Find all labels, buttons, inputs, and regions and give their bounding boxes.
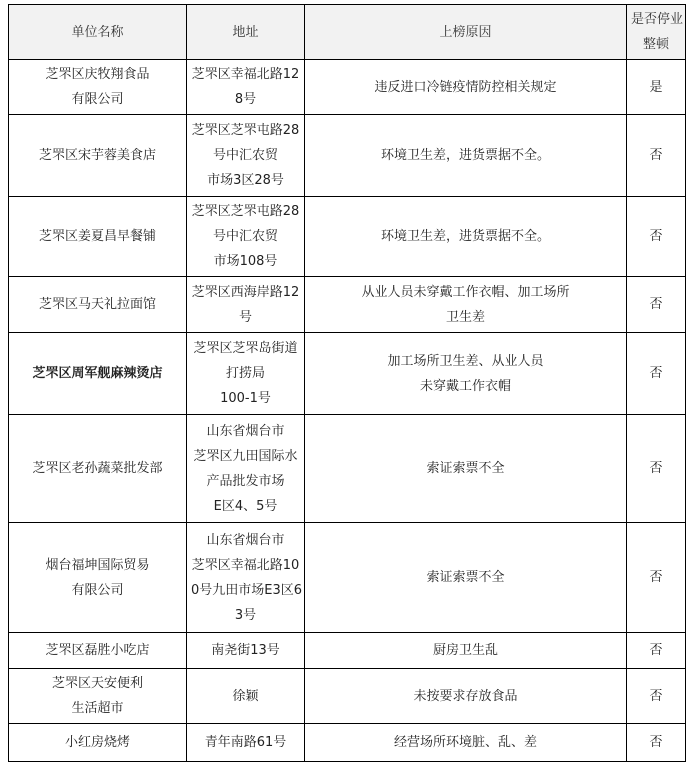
cell-text-line: 地址 bbox=[232, 24, 259, 40]
cell-text-line: 芝罘区姜夏昌早餐铺 bbox=[38, 229, 156, 244]
cell-text-line: 索证索票不全 bbox=[426, 570, 505, 585]
cell-text-line: 市场108号 bbox=[213, 254, 278, 269]
cell-unit-name bbox=[9, 277, 187, 333]
cell-address bbox=[187, 277, 305, 333]
cell-closed: 否 bbox=[627, 669, 686, 724]
cell-text-line: 芝罘区芝罘屯路28 bbox=[191, 123, 300, 138]
cell-text-line: 100-1号 bbox=[220, 391, 271, 406]
cell-reason bbox=[305, 197, 627, 277]
cell-unit-name bbox=[9, 197, 187, 277]
table-row bbox=[9, 415, 686, 523]
cell-closed: 是 bbox=[627, 60, 686, 115]
table-row bbox=[9, 523, 686, 633]
cell-closed: 否 bbox=[627, 633, 686, 669]
header-closed bbox=[627, 5, 686, 60]
header-reason bbox=[305, 5, 627, 60]
cell-address bbox=[187, 633, 305, 669]
table-row bbox=[9, 115, 686, 197]
cell-text-line: 芝罘区宋芋蓉美食店 bbox=[38, 148, 156, 163]
cell-text-line: 市场3区28号 bbox=[207, 173, 284, 188]
cell-text-line: 是否停业 bbox=[631, 12, 684, 27]
cell-unit-name bbox=[9, 60, 187, 115]
cell-reason bbox=[305, 333, 627, 415]
cell-text-line: 芝罘区九田国际水 bbox=[193, 448, 298, 464]
cell-text-line: 山东省烟台市 bbox=[206, 532, 285, 548]
cell-text-line: 小红房烧烤 bbox=[64, 735, 130, 750]
cell-text-line: 打捞局 bbox=[225, 366, 265, 381]
table-body bbox=[9, 60, 686, 762]
cell-text-line: 芝罘区老孙蔬菜批发部 bbox=[32, 461, 163, 476]
cell-text-line: 索证索票不全 bbox=[426, 461, 505, 476]
table-header-row bbox=[9, 5, 686, 60]
cell-text-line: 整顿 bbox=[642, 37, 669, 52]
cell-closed: 否 bbox=[627, 724, 686, 762]
cell-text-line: 南尧街13号 bbox=[211, 643, 280, 658]
cell-text-line: 芝罘区西海岸路12 bbox=[191, 284, 300, 300]
cell-address bbox=[187, 415, 305, 523]
cell-text-line: 经营场所环境脏、乱、差 bbox=[393, 735, 537, 750]
cell-text-line: 生活超市 bbox=[71, 701, 124, 716]
cell-text-line: 厨房卫生乱 bbox=[432, 643, 498, 658]
cell-text-line: 未穿戴工作衣帽 bbox=[419, 378, 511, 394]
cell-text-line: 芝罘区庆牧翔食品 bbox=[45, 67, 150, 82]
cell-text-line: 芝罘区芝罘岛街道 bbox=[193, 341, 298, 356]
cell-text-line: 违反进口冷链疫情防控相关规定 bbox=[374, 79, 557, 95]
cell-text-line: 3号 bbox=[234, 607, 257, 623]
cell-text-line: 0号九田市场E3区6 bbox=[191, 582, 303, 598]
cell-text-line: 产品批发市场 bbox=[206, 473, 285, 489]
cell-text-line: 有限公司 bbox=[71, 582, 124, 598]
cell-reason bbox=[305, 523, 627, 633]
cell-text-line: 芝罘区马天礼拉面馆 bbox=[38, 297, 156, 312]
cell-text-line: 芝罘区芝罘屯路28 bbox=[191, 204, 300, 219]
cell-closed: 否 bbox=[627, 333, 686, 415]
cell-text-line: 卫生差 bbox=[445, 309, 485, 325]
table-row bbox=[9, 333, 686, 415]
inspection-table bbox=[8, 4, 686, 762]
table-row bbox=[9, 197, 686, 277]
cell-address bbox=[187, 333, 305, 415]
cell-reason bbox=[305, 633, 627, 669]
cell-text-line: 山东省烟台市 bbox=[206, 423, 285, 439]
cell-text-line: 号中汇农贸 bbox=[212, 229, 278, 244]
cell-closed: 否 bbox=[627, 415, 686, 523]
cell-reason bbox=[305, 724, 627, 762]
cell-address bbox=[187, 197, 305, 277]
cell-text-line: 芝罘区磊胜小吃店 bbox=[45, 643, 150, 658]
cell-reason bbox=[305, 415, 627, 523]
cell-address bbox=[187, 724, 305, 762]
cell-unit-name bbox=[9, 415, 187, 523]
cell-reason bbox=[305, 277, 627, 333]
cell-text-line: 环境卫生差，进货票据不全。 bbox=[380, 229, 550, 244]
table-row bbox=[9, 60, 686, 115]
cell-text-line: 有限公司 bbox=[71, 92, 124, 107]
cell-address bbox=[187, 523, 305, 633]
cell-text-line: 青年南路61号 bbox=[204, 735, 287, 750]
cell-unit-name bbox=[9, 333, 187, 415]
table-row bbox=[9, 633, 686, 669]
cell-text-line: 单位名称 bbox=[71, 24, 124, 40]
cell-text-line: 烟台福坤国际贸易 bbox=[45, 557, 150, 573]
cell-address bbox=[187, 669, 305, 724]
cell-closed: 否 bbox=[627, 523, 686, 633]
cell-unit-name bbox=[9, 724, 187, 762]
cell-text-line: 芝罘区天安便利 bbox=[51, 676, 143, 691]
cell-text-line: E区4、5号 bbox=[213, 498, 278, 514]
cell-text-line: 芝罘区周军舰麻辣烫店 bbox=[32, 366, 163, 381]
cell-closed: 否 bbox=[627, 197, 686, 277]
cell-unit-name bbox=[9, 523, 187, 633]
cell-reason bbox=[305, 115, 627, 197]
cell-unit-name bbox=[9, 669, 187, 724]
table-row bbox=[9, 669, 686, 724]
table-row bbox=[9, 277, 686, 333]
cell-reason bbox=[305, 60, 627, 115]
cell-unit-name bbox=[9, 633, 187, 669]
cell-closed: 否 bbox=[627, 277, 686, 333]
cell-closed: 否 bbox=[627, 115, 686, 197]
cell-address bbox=[187, 60, 305, 115]
cell-unit-name bbox=[9, 115, 187, 197]
cell-text-line: 号中汇农贸 bbox=[212, 148, 278, 163]
cell-text-line: 从业人员未穿戴工作衣帽、加工场所 bbox=[361, 284, 570, 300]
cell-text-line: 徐颖 bbox=[232, 688, 259, 704]
cell-reason bbox=[305, 669, 627, 724]
cell-text-line: 环境卫生差，进货票据不全。 bbox=[380, 148, 550, 163]
cell-text-line: 芝罘区幸福北路12 bbox=[191, 67, 300, 82]
cell-address bbox=[187, 115, 305, 197]
table-row bbox=[9, 724, 686, 762]
cell-text-line: 上榜原因 bbox=[439, 24, 492, 40]
cell-text-line: 号 bbox=[238, 309, 252, 325]
cell-text-line: 未按要求存放食品 bbox=[413, 688, 518, 704]
cell-text-line: 芝罘区幸福北路10 bbox=[191, 557, 300, 573]
header-unit-name bbox=[9, 5, 187, 60]
header-address bbox=[187, 5, 305, 60]
cell-text-line: 8号 bbox=[234, 92, 257, 107]
cell-text-line: 加工场所卫生差、从业人员 bbox=[387, 353, 544, 369]
